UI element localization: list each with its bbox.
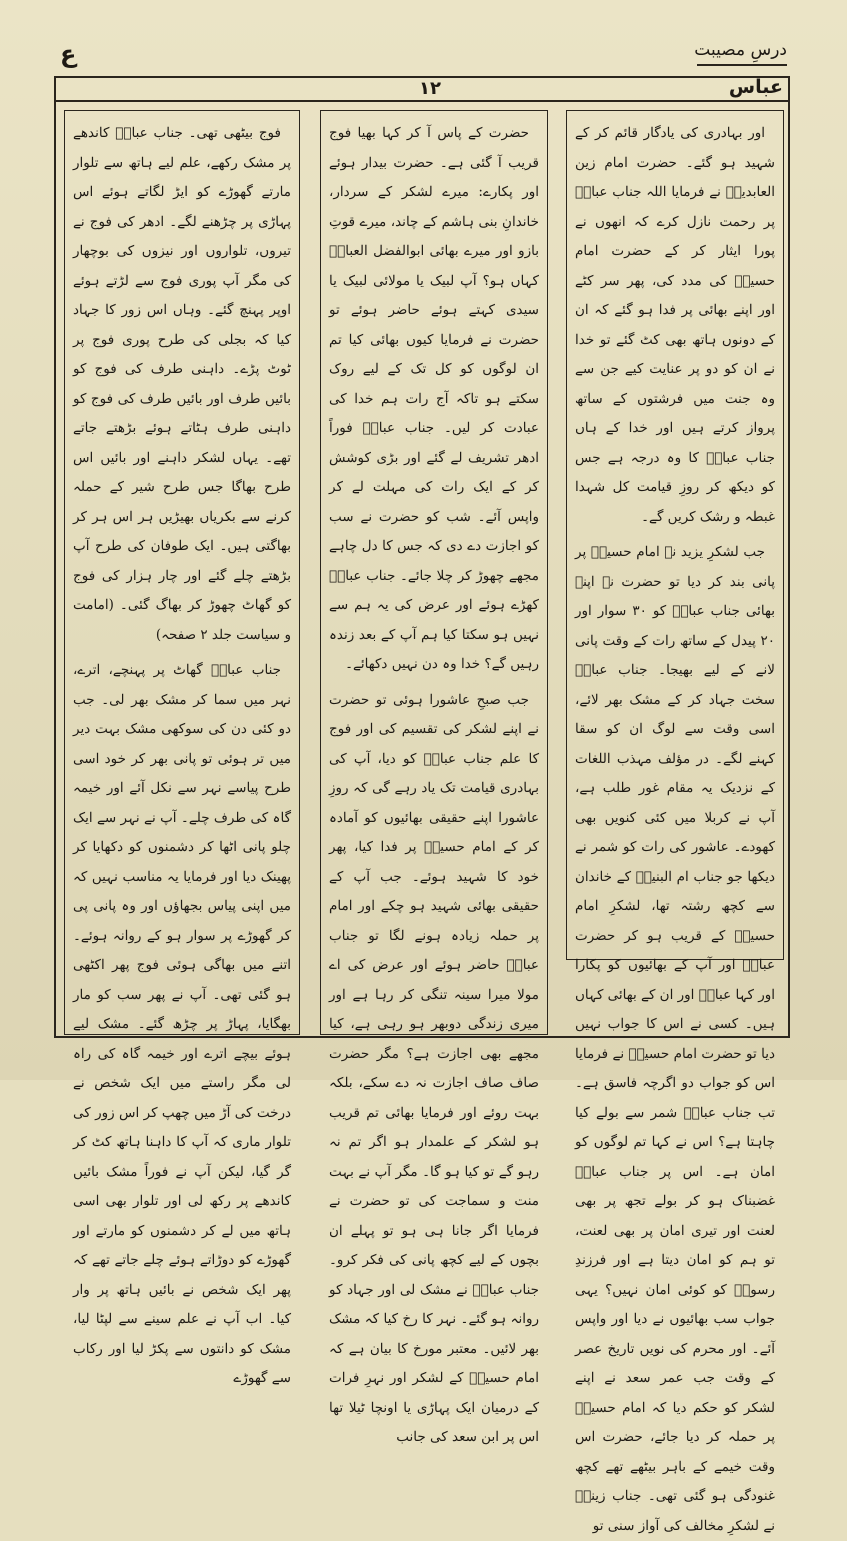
text-column-left	[64, 110, 300, 1386]
header-rule	[54, 100, 790, 102]
running-title: درسِ مصیبت	[694, 40, 787, 60]
paragraph: فوج بیٹھی تھی۔ جناب عباسؑ کاندھے پر مشک رکھے، علم لیے ہاتھ سے تلوار مارتے گھوڑے کو ایڑ لگاتے ہوئے اس پہاڑی پر چڑھنے لگے۔ ادھر کی فوج نے تیروں، تلواروں اور نیزوں کی بوچھار کی مگر آپ پوری فوج سے لڑتے ہوئے اوپر پہنچ گئے۔ وہاں اس زور کا جہاد کیا کہ بجلی کی طرح پوری فوج پر ٹوٹ پڑے۔ داہنی طرف کی فوج کو بائیں طرف اور بائیں طرف کی فوج کو داہنی طرف ہٹاتے ہوئے بڑھتے جاتے تھے۔ یہاں لشکر داہنے اور بائیں اس طرح بھاگا جس طرح شیر کے حملہ کرنے سے بکریاں بھیڑیں ہر اس ہر کر بھاگتی ہیں۔ ایک طوفان کی طرح آپ بڑھتے چلے گئے اور چار ہزار کی فوج کو گھاٹ چھوڑ کر بھاگ گئی۔ (امامت و سیاست جلد ۲ صفحہ)	[73, 125, 291, 643]
paragraph: جب صبحِ عاشورا ہوئی تو حضرت نے اپنے لشکر کی تقسیم کی اور فوج کا علم جناب عباسؑ کو دیا، آپ کی بہادری قیامت تک یاد رہے گی کہ روزِ عاشورا اپنے حقیقی بھائیوں کو آمادہ کر کے امام حسینؑ پر فدا کیا، پھر خود کا شہید ہوئے۔ جب آپ کے حقیقی بھائی شہید ہو چکے اور امام پر حملہ زیادہ ہونے لگا تو جناب عباسؑ حاضر ہوئے اور عرض کی اے مولا میرا سینہ تنگی کر رہا ہے اور میری زندگی دوبھر ہو رہی ہے، کیا مجھے بھی اجازت ہے؟ مگر حضرت صاف صاف اجازت نہ دے سکے، بلکہ بہت روئے اور فرمایا بھائی تم قریب ہو لشکر کے علمدار ہو اگر تم نہ رہو گے تو کیا ہو گا۔ مگر آپ نے بہت منت و سماجت کی تو حضرت نے فرمایا اگر جانا ہی ہو تو پہلے ان بچوں کے لیے کچھ پانی کی فکر کرو۔ جناب عباسؑ نے مشک لی اور جہاد کو روانہ ہو گئے۔ نہر کا رخ کیا کہ مشک بھر لائیں۔ معتبر مورخ کا بیان ہے کہ امام حسینؑ کے لشکر اور نہرِ فرات کے درمیان ایک پہاڑی یا اونچا ٹیلا تھا اس پر ابن سعد کی جانب	[329, 691, 539, 1445]
section-title: عباس	[728, 76, 783, 98]
paragraph: اور بہادری کی یادگار قائم کر کے شہید ہو گئے۔ حضرت امام زین العابدینؑ نے فرمایا اللہ جناب عباسؑ پر رحمت نازل کرے کہ انھوں نے پورا ایثار کر کے حضرت امام حسینؑ کی مدد کی، پھر سر کٹے اور اپنے بھائی پر فدا ہو گئے کہ ان کے دونوں ہاتھ بھی کٹ گئے تو خدا نے ان کو دو پر عنایت کیے جن سے وہ جنت میں فرشتوں کے ساتھ پرواز کرتے ہیں اور خدا کے ہاں جناب عباسؑ کا وہ درجہ ہے جس کو دیکھ کر روزِ قیامت کل شہدا غبطہ و رشک کریں گے۔	[575, 125, 775, 525]
text-column-right	[566, 110, 784, 1534]
page-number: ۱۲	[419, 78, 441, 99]
paragraph: حضرت کے پاس آ کر کہا بھیا فوج قریب آ گئی ہے۔ حضرت بیدار ہوئے اور پکارے: میرے لشکر کے سردار، خاندانِ بنی ہاشم کے چاند، میرے قوتِ بازو اور میرے بھائی ابوالفضل العباسؑ کہاں ہو؟ آپ لبیک یا مولائی لبیک یا سیدی کہتے ہوئے حاضر ہوئے تو حضرت نے فرمایا کیوں بھائی کیا تم ان لوگوں کو کل تک کے لیے روک سکتے ہو تاکہ آج رات ہم خدا کی عبادت کر لیں۔ جناب عباسؑ فوراً ادھر تشریف لے گئے اور بڑی کوشش کر کے ایک رات کی مہلت لے کر واپس آئے۔ شب کو حضرت نے سب کو اجازت دے دی کہ جس کا دل چاہے مجھے چھوڑ کر چلا جائے۔ جناب عباسؑ کھڑے ہوئے اور عرض کی یہ ہم سے نہیں ہو سکتا کیا ہم آپ کے بعد زندہ رہیں گے؟ خدا وہ دن نہیں دکھائے۔	[329, 125, 539, 672]
text-column-middle	[320, 110, 548, 1445]
title-underline	[697, 64, 787, 66]
corner-mark: ع	[60, 40, 77, 68]
paragraph: جب لشکرِ یزید نے امام حسینؑ پر پانی بند کر دیا تو حضرت نے اپنے بھائی جناب عباسؑ کو ۳۰ سوار اور ۲۰ پیدل کے ساتھ رات کے وقت پانی لانے کے لیے بھیجا۔ جناب عباسؑ سخت جہاد کر کے مشک بھر لائے، اسی وقت سے لوگ ان کو سقا کہنے لگے۔ در مؤلف مہذب اللغات کے نزدیک یہ مقام غور طلب ہے، آپ نے کربلا میں کئی کنویں بھی کھودے۔ عاشور کی رات کو شمر نے دیکھا جو جناب ام البنینؑ کے خاندان سے کچھ رشتہ تھا، لشکرِ امام حسینؑ کے قریب ہو کر حضرت عباسؑ اور آپ کے بھائیوں کو پکارا اور کہا عباسؑ اور ان کے بھائی کہاں ہیں۔ کسی نے اس کا جواب نہیں دیا تو حضرت امام حسینؑ نے فرمایا اس کو جواب دو اگرچہ فاسق ہے۔ تب جناب عباسؑ شمر سے بولے کیا چاہتا ہے؟ اس نے کہا تم لوگوں کو امان ہے۔ اس پر جناب عباسؑ غضبناک ہو کر بولے تجھ پر بھی لعنت اور تیری امان پر بھی لعنت، تو ہم کو امان دیتا ہے اور فرزندِ رسولؐ کو کوئی امان نہیں؟ یہی جواب سب بھائیوں نے دیا اور واپس آئے۔ اور محرم کی نویں تاریخ عصر کے وقت جب عمر سعد نے اپنے لشکر کو حکم دیا کہ امام حسینؑ پر حملہ کر دیا جائے، حضرت اس وقت خیمے کے باہر بیٹھے تھے کچھ غنودگی ہو گئی تھی۔ جناب زینبؑ نے لشکرِ مخالف کی آواز سنی تو	[575, 544, 775, 1534]
paragraph: جناب عباسؑ گھاٹ پر پہنچے، اترے، نہر میں سما کر مشک بھر لی۔ جب دو کئی دن کی سوکھی مشک بہت دیر میں تر ہوئی تو پانی بھر کر خود اسی طرح پیاسے نہر سے نکل آئے اور خیمہ گاہ کی طرف چلے۔ آپ نے نہر سے ایک چلو پانی اٹھا کر دشمنوں کو دکھایا کر پھینک دیا اور فرمایا یہ مناسب نہیں کہ میں اپنی پیاس بجھاؤں اور وہ پانی پی کر گھوڑے پر سوار ہو کے روانہ ہوئے۔ اتنے میں بھاگی ہوئی فوج پھر اکٹھی ہو گئی تھی۔ آپ نے پھر سب کو مار بھگایا، پہاڑ پر چڑھ گئے۔ مشک لیے ہوئے بیچے اترے اور خیمہ گاہ کی راہ لی مگر راستے میں ایک شخص نے درخت کی آڑ میں چھپ کر اس زور کی تلوار ماری کہ آپ کا داہنا ہاتھ کٹ کر گر گیا، لیکن آپ نے فوراً مشک بائیں کاندھے پر رکھ لی اور تلوار بھی اسی ہاتھ میں لے کر دشمنوں کو مارتے اور گھوڑے کو دوڑاتے ہوئے چلے جاتے تھے کہ پھر ایک شخص نے بائیں ہاتھ پر وار کیا۔ اب آپ نے علم سینے سے لپٹا لیا، مشک کو دانتوں سے پکڑ لیا اور رکاب سے گھوڑے	[73, 662, 291, 1386]
